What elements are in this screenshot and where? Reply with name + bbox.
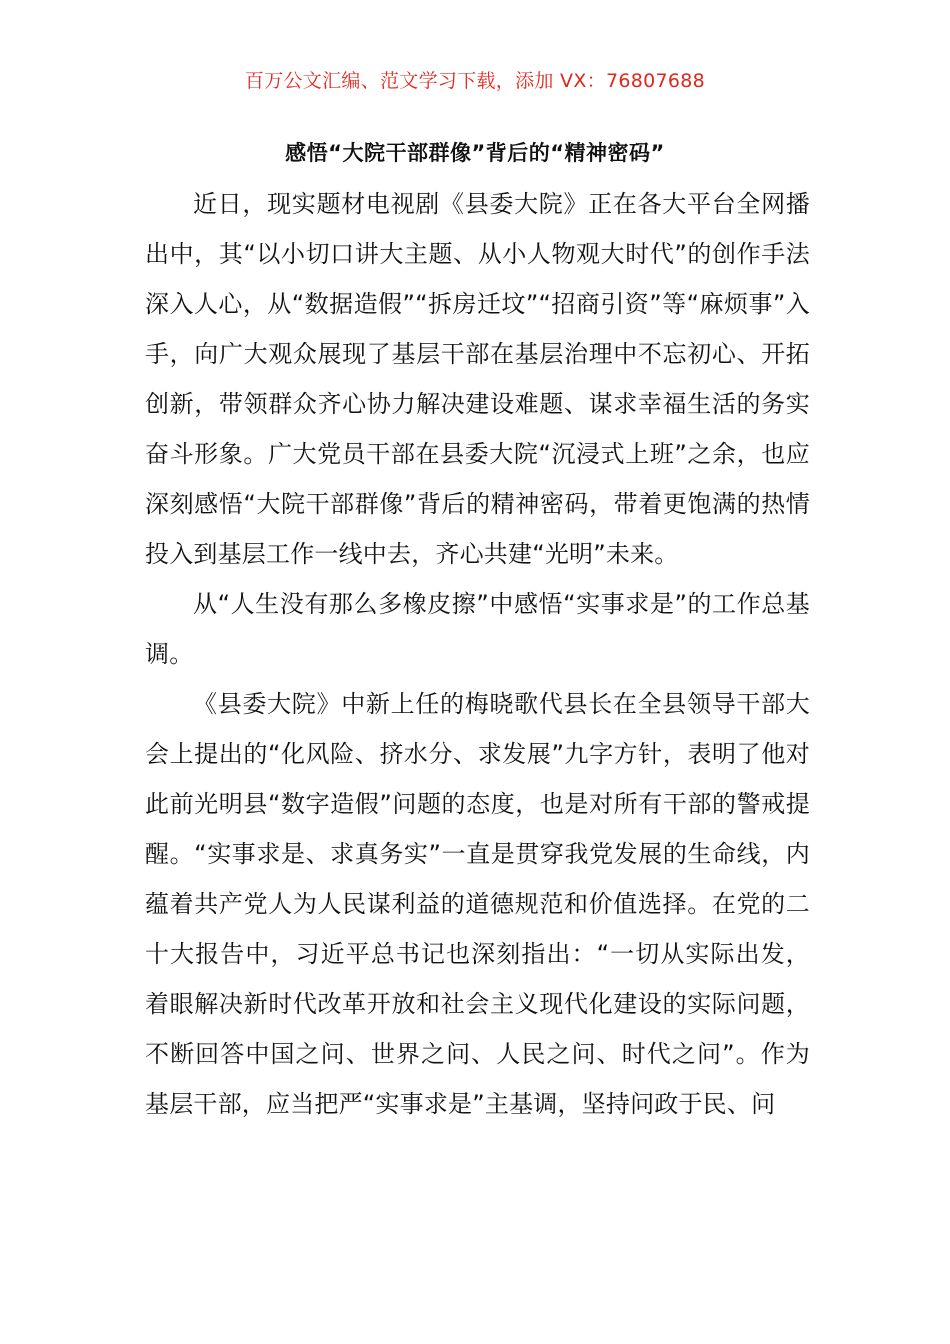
paragraph-1: 近日，现实题材电视剧《县委大院》正在各大平台全网播出中，其“以小切口讲大主题、从小人物观大时代”的创作手法深入人心，从“数据造假”“拆房迁坟”“招商引资”等“麻烦事”入手，向广大观众展现了基层干部在基层治理中不忘初心、开拓创新，带领群众齐心协力解决建设难题、谋求幸福生活的务实奋斗形象。广大党员干部在县委大院“沉浸式上班”之余，也应深刻感悟“大院干部群像”背后的精神密码，带着更饱满的热情投入到基层工作一线中去，齐心共建“光明”未来。 xyxy=(145,190,810,568)
paragraph-3: 《县委大院》中新上任的梅晓歌代县长在全县领导干部大会上提出的“化风险、挤水分、求发展”九字方针，表明了他对此前光明县“数字造假”问题的态度，也是对所有干部的警戒提醒。“实事求是、求真务实”一直是贯穿我党发展的生命线，内蕴着共产党人为人民谋利益的道德规范和价值选择。在党的二十大报告中，习近平总书记也深刻指出：“一切从实际出发，着眼解决新时代改革开放和社会主义现代化建设的实际问题，不断回答中国之问、世界之问、人民之问、时代之问”。作为基层干部，应当把严“实事求是”主基调，坚持问政于民、问 xyxy=(145,690,810,1118)
header-note: 百万公文汇编、范文学习下载，添加 VX：76807688 xyxy=(244,70,706,92)
paragraph-2: 从“人生没有那么多橡皮擦”中感悟“实事求是”的工作总基调。 xyxy=(145,590,810,668)
document-title: 感悟“大院干部群像”背后的“精神密码” xyxy=(285,141,665,165)
document-body xyxy=(145,179,810,1129)
